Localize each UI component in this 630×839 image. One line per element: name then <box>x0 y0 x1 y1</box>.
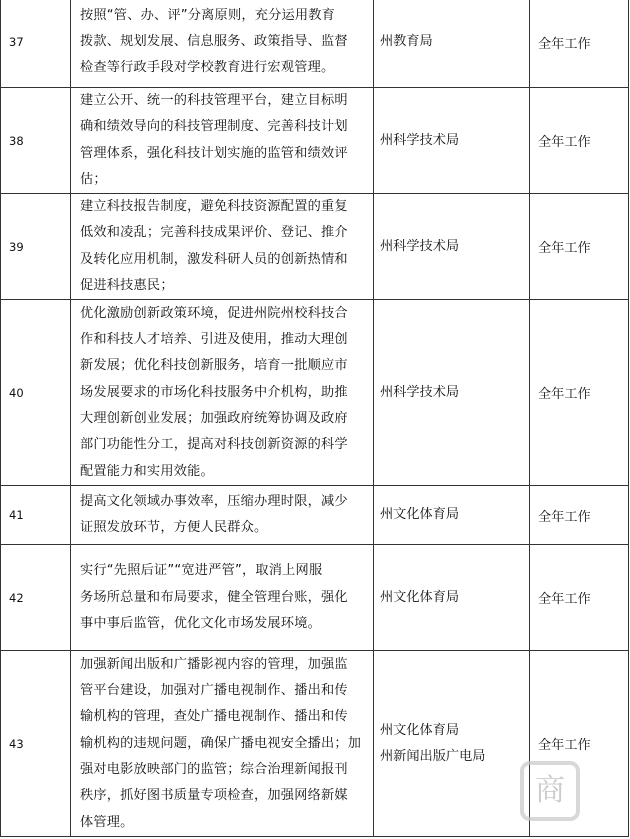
task-description <box>71 194 374 300</box>
table-row <box>1 545 629 651</box>
row-number: 41 <box>1 486 71 545</box>
task-line: 拨款、规划发展、信息服务、政策指导、监督 <box>80 33 348 49</box>
table-row <box>1 194 629 300</box>
task-line: 建立公开、统一的科技管理平台，建立目标明 <box>80 93 348 108</box>
dept-line: 州科学技术局 <box>380 384 460 400</box>
row-number: 42 <box>1 545 71 651</box>
responsible-department <box>374 651 530 837</box>
responsible-department <box>374 545 530 651</box>
task-line: 优化激励创新政策环境，促进州院州校科技合 <box>80 305 348 321</box>
table-row <box>1 300 629 486</box>
task-description <box>71 486 374 545</box>
task-line: 新发展；优化科技创新服务，培育一批顺应市 <box>80 358 348 374</box>
task-line: 事中事后监管，优化文化市场发展环境。 <box>80 616 321 632</box>
task-line: 促进科技惠民； <box>80 278 174 294</box>
responsible-department <box>374 194 530 300</box>
row-number: 37 <box>1 0 71 88</box>
task-line: 输机构的管理，查处广播电视制作、播出和传 <box>80 709 348 725</box>
task-line: 实行“先照后证”“宽进严管”，取消上网服 <box>80 563 323 579</box>
task-description <box>71 300 374 486</box>
row-number: 40 <box>1 300 71 486</box>
watermark-logo: 商 <box>520 761 580 821</box>
dept-line: 州新闻出版广电局 <box>380 748 486 764</box>
table-row <box>1 0 629 88</box>
dept-line: 州文化体育局 <box>380 507 460 523</box>
task-description <box>71 651 374 837</box>
row-number: 38 <box>1 88 71 194</box>
table-row <box>1 486 629 545</box>
task-line: 管平台建设，加强对广播电视制作、播出和传 <box>80 683 348 699</box>
dept-line: 州文化体育局 <box>380 589 460 605</box>
dept-line: 州科学技术局 <box>380 238 460 254</box>
task-line: 检查等行政手段对学校教育进行宏观管理。 <box>80 60 335 76</box>
task-line: 配置能力和实用效能。 <box>80 463 214 479</box>
dept-line: 州文化体育局 <box>380 722 460 738</box>
task-line: 建立科技报告制度，避免科技资源配置的重复 <box>80 199 348 215</box>
task-line: 输机构的违规问题，确保广播电视安全播出；加 <box>80 735 362 751</box>
task-line: 按照“管、办、评”分离原则，充分运用教育 <box>80 7 336 23</box>
task-line: 大理创新创业发展；加强政府统筹协调及政府 <box>80 411 348 427</box>
task-description <box>71 0 374 88</box>
responsible-department <box>374 88 530 194</box>
responsible-department <box>374 300 530 486</box>
task-line: 务场所总量和布局要求，健全管理台账，强化 <box>80 589 348 605</box>
time-schedule: 全年工作 <box>530 545 629 651</box>
time-schedule: 全年工作 <box>530 651 629 837</box>
task-line: 低效和凌乱；完善科技成果评价、登记、推介 <box>80 225 348 241</box>
dept-line: 州教育局 <box>380 34 433 49</box>
row-number: 39 <box>1 194 71 300</box>
task-line: 及转化应用机制，激发科研人员的创新热情和 <box>80 251 348 267</box>
dept-line: 州科学技术局 <box>380 132 460 148</box>
task-line: 管理体系，强化科技计划实施的监管和绩效评 <box>80 145 348 161</box>
task-line: 证照发放环节，方便人民群众。 <box>80 520 268 536</box>
task-line: 确和绩效导向的科技管理制度、完善科技计划 <box>80 119 348 135</box>
responsible-department <box>374 0 530 88</box>
task-description <box>71 545 374 651</box>
task-description <box>71 88 374 194</box>
task-line: 体管理。 <box>80 814 134 830</box>
table-row <box>1 88 629 194</box>
row-number: 43 <box>1 651 71 837</box>
task-line: 估； <box>80 171 107 187</box>
time-schedule: 全年工作 <box>530 194 629 300</box>
time-schedule: 全年工作 <box>530 486 629 545</box>
task-line: 场发展要求的市场化科技服务中介机构，助推 <box>80 384 348 400</box>
task-line: 秩序，抓好图书质量专项检查，加强网络新媒 <box>80 788 348 804</box>
task-line: 加强新闻出版和广播影视内容的管理，加强监 <box>80 656 348 672</box>
task-line: 作和科技人才培养、引进及使用，推动大理创 <box>80 332 348 348</box>
task-line: 部门功能性分工，提高对科技创新资源的科学 <box>80 437 348 453</box>
time-schedule: 全年工作 <box>530 300 629 486</box>
task-line: 强对电影放映部门的监管；综合治理新闻报刊 <box>80 762 348 778</box>
time-schedule: 全年工作 <box>530 88 629 194</box>
responsible-department <box>374 486 530 545</box>
task-line: 提高文化领域办事效率，压缩办理时限，减少 <box>80 494 348 510</box>
time-schedule: 全年工作 <box>530 0 629 88</box>
